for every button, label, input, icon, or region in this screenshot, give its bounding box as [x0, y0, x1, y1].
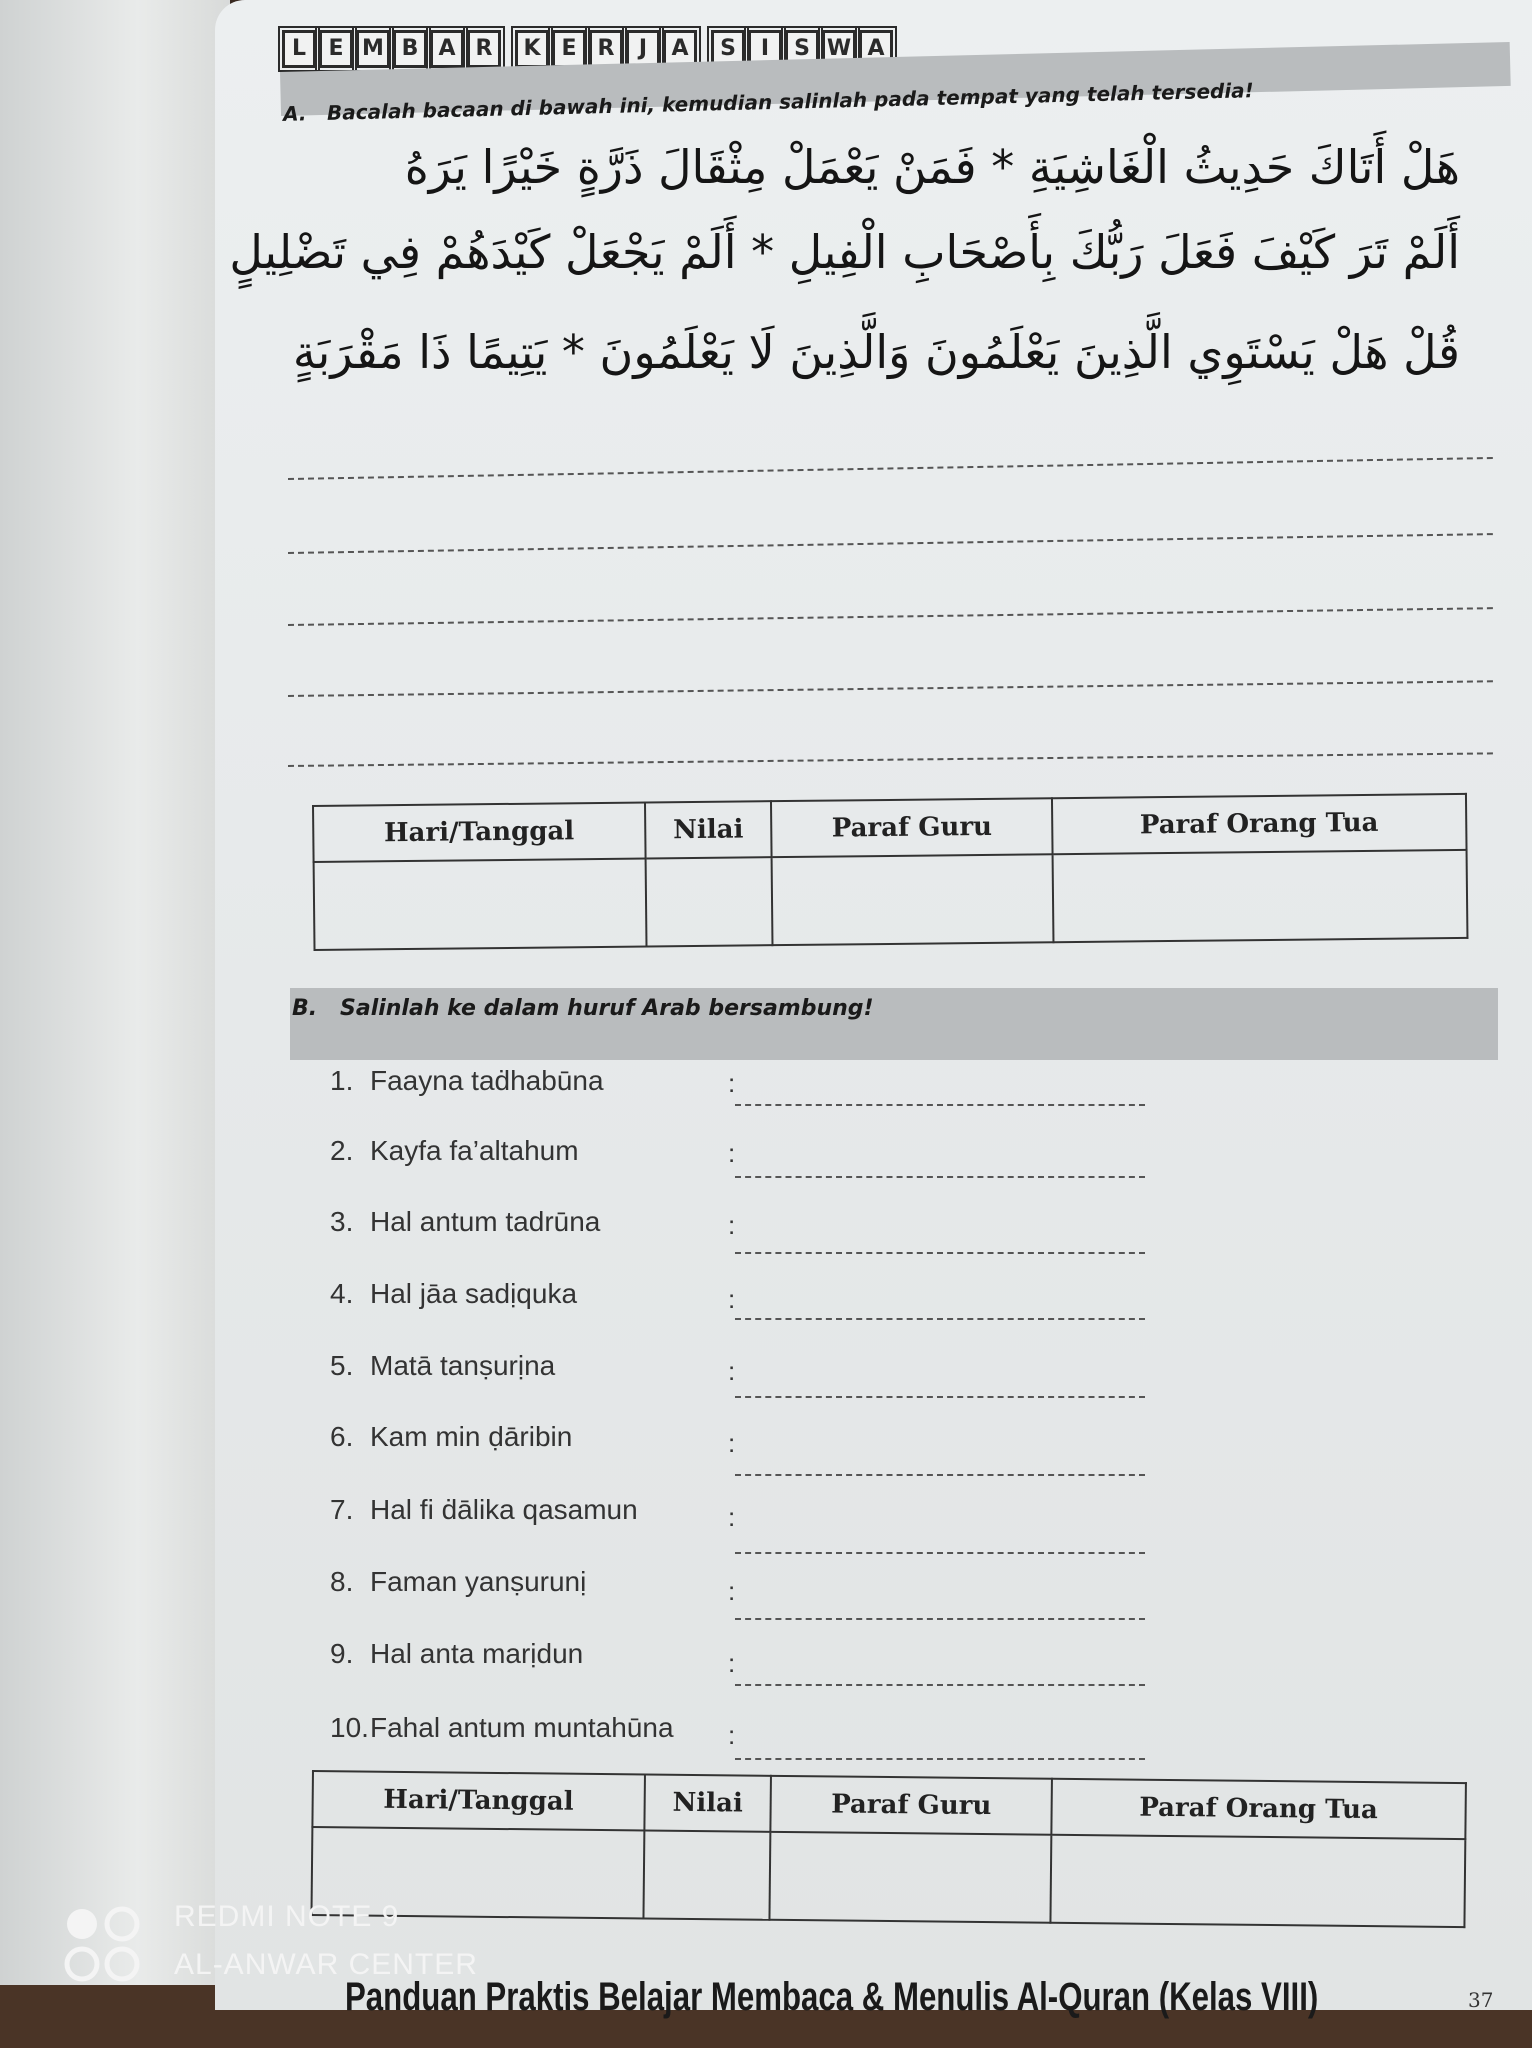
title-letter: W — [822, 30, 856, 68]
section-b-letter: B. — [292, 996, 318, 1021]
item-colon: : — [728, 1356, 736, 1386]
answer-line[interactable] — [735, 1396, 1145, 1398]
parent-sign-cell[interactable] — [1050, 1835, 1465, 1927]
item-text: Kam min ḍāribin — [370, 1421, 573, 1452]
score-cell[interactable] — [645, 857, 773, 946]
list-item — [330, 1065, 604, 1105]
answer-line[interactable] — [735, 1618, 1145, 1620]
arabic-line-2: أَلَمْ تَرَ كَيْفَ فَعَلَ رَبُّكَ بِأَصْحَابِ الْفِيلِ * أَلَمْ يَجْعَلْ كَيْدَهُمْ فِي تَضْلِيلٍ — [229, 225, 1460, 279]
arabic-line-1: هَلْ أَتَاكَ حَدِيثُ الْغَاشِيَةِ * فَمَنْ يَعْمَلْ مِثْقَالَ ذَرَّةٍ خَيْرًا يَرَهُ — [404, 140, 1460, 194]
answer-line[interactable] — [735, 1758, 1145, 1760]
item-colon: : — [728, 1502, 736, 1532]
item-colon: : — [728, 1576, 736, 1606]
item-colon: : — [728, 1068, 736, 1098]
list-item — [330, 1712, 674, 1752]
score-cell[interactable] — [643, 1830, 771, 1919]
title-letter: R — [467, 30, 501, 68]
item-number: 8. — [330, 1566, 354, 1597]
title-letter: R — [589, 30, 623, 68]
header-teacher-sign: Paraf Guru — [771, 798, 1052, 857]
header-parent-sign: Paraf Orang Tua — [1051, 1779, 1466, 1839]
title-letter: M — [356, 30, 390, 68]
header-date: Hari/Tanggal — [313, 803, 645, 862]
parent-sign-cell[interactable] — [1052, 850, 1467, 942]
title-word-lembar — [282, 30, 501, 68]
list-item — [330, 1421, 572, 1461]
title-letter: K — [515, 30, 549, 68]
left-book-page — [0, 0, 230, 2048]
title-letter: E — [552, 30, 586, 68]
score-table-entry-row — [311, 1827, 1465, 1927]
title-letter: J — [626, 30, 660, 68]
teacher-sign-cell[interactable] — [770, 1832, 1051, 1923]
watermark-device: REDMI NOTE 9 — [174, 1900, 400, 1933]
item-text: Faman yanṣurunị — [370, 1566, 587, 1597]
list-item — [330, 1350, 555, 1390]
title-letter: A — [430, 30, 464, 68]
item-number: 2. — [330, 1135, 354, 1166]
answer-line[interactable] — [735, 1684, 1145, 1686]
item-text: Hal anta marịdun — [370, 1638, 584, 1669]
item-number: 5. — [330, 1350, 354, 1381]
header-date: Hari/Tanggal — [312, 1771, 644, 1830]
item-colon: : — [728, 1210, 736, 1240]
item-text: Matā tanṣurịna — [370, 1350, 556, 1381]
list-item — [330, 1206, 600, 1246]
title-letter: L — [282, 30, 316, 68]
title-letter: E — [319, 30, 353, 68]
answer-line[interactable] — [735, 1474, 1145, 1476]
item-colon: : — [728, 1648, 736, 1678]
item-number: 6. — [330, 1421, 354, 1452]
teacher-sign-cell[interactable] — [772, 854, 1053, 945]
list-item — [330, 1638, 583, 1678]
item-text: Hal fi ḋālika qasamun — [370, 1494, 638, 1525]
section-a-letter: A. — [282, 101, 307, 126]
item-number: 7. — [330, 1494, 354, 1525]
list-item — [330, 1566, 586, 1606]
title-letter: B — [393, 30, 427, 68]
answer-line[interactable] — [735, 1176, 1145, 1178]
answer-line[interactable] — [735, 1252, 1145, 1254]
answer-line[interactable] — [735, 1318, 1145, 1320]
list-item — [330, 1278, 577, 1318]
item-colon: : — [728, 1138, 736, 1168]
item-number: 9. — [330, 1638, 354, 1669]
score-table-entry-row — [314, 850, 1468, 950]
title-letter: I — [748, 30, 782, 68]
item-text: Hal antum tadrūna — [370, 1206, 601, 1237]
title-letter: A — [859, 30, 893, 68]
header-score: Nilai — [644, 1774, 771, 1831]
header-score: Nilai — [645, 801, 772, 858]
item-text: Kayfa fa’altahum — [370, 1135, 579, 1166]
header-parent-sign: Paraf Orang Tua — [1052, 794, 1467, 854]
item-colon: : — [728, 1284, 736, 1314]
section-a-instruction: Bacalah bacaan di bawah ini, kemudian salinlah pada tempat yang telah tersedia! — [326, 78, 1255, 125]
item-colon: : — [728, 1720, 736, 1750]
item-colon: : — [728, 1428, 736, 1458]
item-number: 10. — [330, 1712, 369, 1743]
item-text: Fahal antum muntahūna — [370, 1712, 674, 1743]
list-item — [330, 1135, 579, 1175]
score-table-b — [310, 1770, 1466, 1928]
item-number: 1. — [330, 1065, 354, 1096]
score-table-a — [312, 793, 1468, 951]
item-number: 4. — [330, 1278, 354, 1309]
item-number: 3. — [330, 1206, 354, 1237]
title-letter: S — [711, 30, 745, 68]
item-text: Faayna taḋhabūna — [370, 1065, 604, 1096]
title-letter: A — [663, 30, 697, 68]
arabic-line-3: قُلْ هَلْ يَسْتَوِي الَّذِينَ يَعْلَمُونَ وَالَّذِينَ لَا يَعْلَمُونَ * يَتِيمًا ذَا مَقْرَبَةٍ — [292, 325, 1460, 379]
list-item — [330, 1494, 638, 1534]
section-b-instruction: Salinlah ke dalam huruf Arab bersambung! — [340, 996, 874, 1021]
answer-line[interactable] — [735, 1552, 1145, 1554]
item-text: Hal jāa sadịquka — [370, 1278, 578, 1309]
page-number: 37 — [1468, 1988, 1494, 2012]
date-cell[interactable] — [314, 859, 647, 950]
title-letter: S — [785, 30, 819, 68]
answer-line[interactable] — [735, 1104, 1145, 1106]
watermark-owner: AL-ANWAR CENTER — [174, 1948, 478, 1981]
footer-book-title: Panduan Praktis Belajar Membaca & Menulis Al-Quran (Kelas VIII) — [345, 1975, 1319, 2019]
header-teacher-sign: Paraf Guru — [771, 1776, 1052, 1835]
camera-lens-icon — [62, 1904, 142, 1984]
section-b-header — [290, 988, 1498, 1060]
